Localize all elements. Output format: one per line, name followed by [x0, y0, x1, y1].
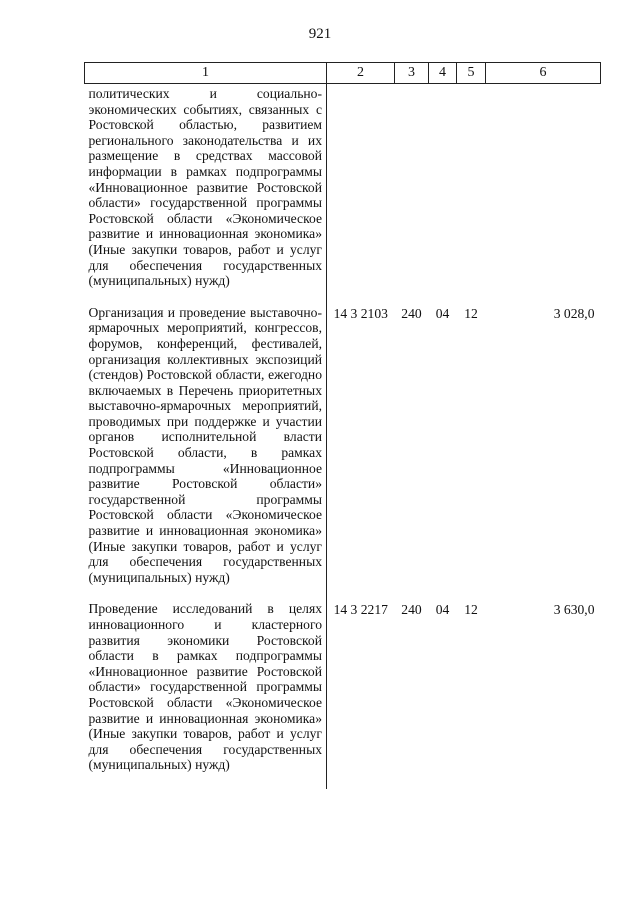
- row-code: 14 3 2217: [333, 602, 388, 618]
- header-col-1: 1: [85, 63, 327, 84]
- row-description: Организация и проведение выставочно-ярмарочных мероприятий, конгрессов, форумов, конференций, фестивалей, организация коллективных экспозиций (стендов) Ростовской области, ежегодно включаемых в Перечень приоритетных выставочно-ярмарочных мероприятий, проводимых при поддержке и участии органов исполнительной власти Ростовской области, в рамках подпрограммы «Инновационное развитие Ростовской области» государственной программы Ростовской области «Экономическое развитие и инновационная экономика» (Иные закупки товаров, работ и услуг для обеспечения государственных (муниципальных) нужд): [85, 305, 327, 602]
- row-subsection: 12: [464, 305, 478, 321]
- budget-table: [84, 62, 601, 789]
- row-subsection: [457, 84, 486, 305]
- row-code: 14 3 2103: [333, 305, 388, 321]
- table-row: [85, 305, 601, 602]
- table-header-row: [85, 63, 601, 84]
- row-amount: [486, 84, 601, 305]
- row-code: [327, 84, 395, 305]
- row-section: [429, 84, 457, 305]
- table-row: [85, 601, 601, 789]
- header-col-6: 6: [486, 63, 601, 84]
- page-number: 921: [308, 26, 332, 42]
- row-section: 04: [435, 305, 450, 321]
- row-expense-type: 240: [401, 305, 422, 321]
- row-subsection: 12: [464, 602, 478, 618]
- header-col-2: 2: [327, 63, 395, 84]
- header-col-4: 4: [429, 63, 457, 84]
- row-description: политических и социально-экономических событиях, связанных с Ростовской областью, развитием регионального законодательства и их размещение в средствах массовой информации в рамках подпрограммы «Инновационное развитие Ростовской области» государственной программы Ростовской области «Экономическое развитие и инновационная экономика» (Иные закупки товаров, работ и услуг для обеспечения государственных (муниципальных) нужд): [85, 84, 327, 305]
- row-amount: 3 630,0: [553, 602, 595, 618]
- header-col-5: 5: [457, 63, 486, 84]
- table-row: [85, 84, 601, 305]
- header-col-3: 3: [395, 63, 429, 84]
- row-description: Проведение исследований в целях инновационного и кластерного развития экономики Ростовской области в рамках подпрограммы «Инновационное развитие Ростовской области» государственной программы Ростовской области «Экономическое развитие и инновационная экономика» (Иные закупки товаров, работ и услуг для обеспечения государственных (муниципальных) нужд): [85, 601, 327, 789]
- row-amount: 3 028,0: [553, 305, 595, 321]
- row-expense-type: [395, 84, 429, 305]
- row-expense-type: 240: [401, 602, 422, 618]
- row-section: 04: [435, 602, 450, 618]
